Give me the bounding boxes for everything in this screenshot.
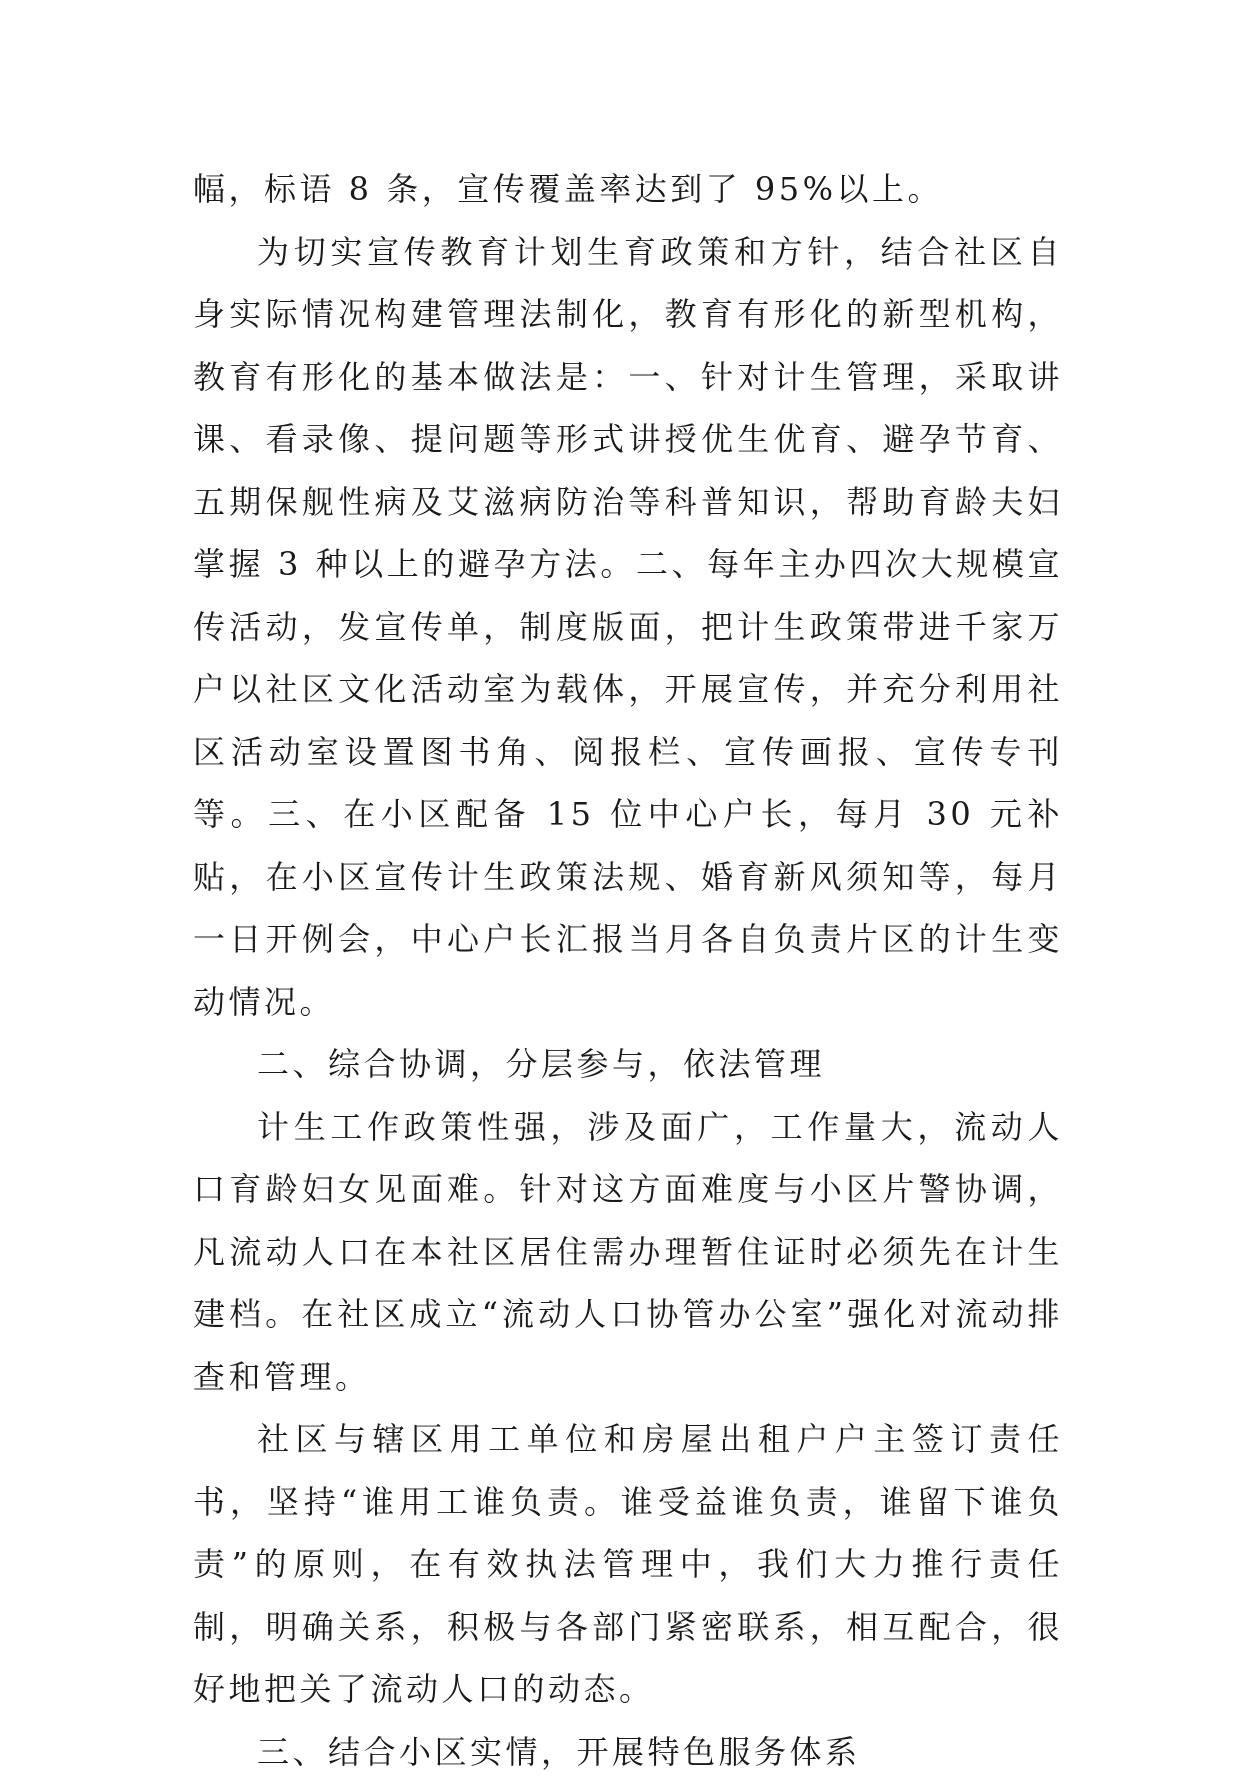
paragraph-floating-population: 计生工作政策性强，涉及面广，工作量大，流动人口育龄妇女见面难。针对这方面难度与小区片警协调，凡流动人口在本社区居住需办理暂住证时必须先在计生建档。在社区成立“流动人口协管办公室”强化对流动排查和管理。 [193,1096,1063,1409]
paragraph-publicity-education: 为切实宣传教育计划生育政策和方针，结合社区自身实际情况构建管理法制化，教育有形化的新型机构，教育有形化的基本做法是：一、针对计生管理，采取讲课、看录像、提问题等形式讲授优生优育、避孕节育、五期保舰性病及艾滋病防治等科普知识，帮助育龄夫妇掌握 3 种以上的避孕方法。二、每年主办四次大规模宣传活动，发宣传单，制度版面，把计生政策带进千家万户以社区文化活动室为载体，开展宣传，并充分利用社区活动室设置图书角、阅报栏、宣传画报、宣传专刊等。三、在小区配备 15 位中心户长，每月 30 元补贴，在小区宣传计生政策法规、婚育新风须知等，每月一日开例会，中心户长汇报当月各自负责片区的计生变动情况。 [193,221,1063,1034]
section-heading-service-system: 三、结合小区实情，开展特色服务体系 [193,1721,1063,1783]
paragraph-responsibility: 社区与辖区用工单位和房屋出租户户主签订责任书，坚持“谁用工谁负责。谁受益谁负责，谁留下谁负责”的原则，在有效执法管理中，我们大力推行责任制，明确关系，积极与各部门紧密联系，相互配合，很好地把关了流动人口的动态。 [193,1408,1063,1721]
paragraph-continuation: 幅，标语 8 条，宣传覆盖率达到了 95%以上。 [193,158,1063,221]
section-heading-coordination: 二、综合协调，分层参与，依法管理 [193,1033,1063,1096]
document-body [193,158,1063,1783]
